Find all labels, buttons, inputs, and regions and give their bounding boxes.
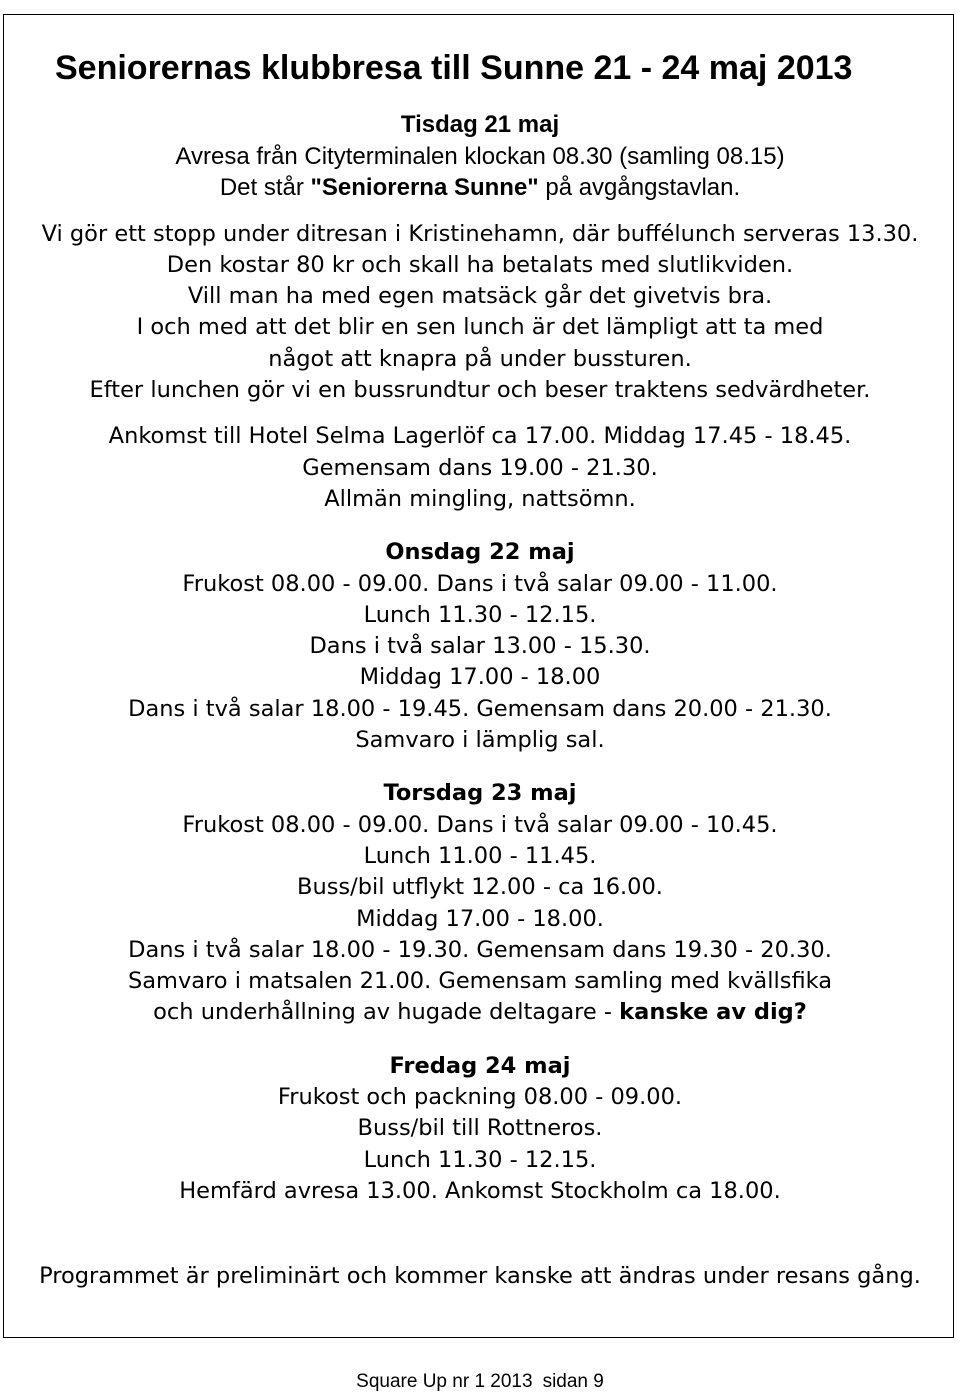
wednesday-line: Middag 17.00 - 18.00 bbox=[359, 664, 601, 691]
tuesday-line: Vi gör ett stopp under ditresan i Kristinehamn, där buffélunch serveras 13.30. bbox=[41, 220, 919, 247]
thursday-line: Frukost 08.00 - 09.00. Dans i två salar 09.00 - 10.45. bbox=[182, 811, 778, 838]
friday-line: Lunch 11.30 - 12.15. bbox=[363, 1146, 597, 1173]
program-content bbox=[10, 108, 950, 1207]
wednesday-line: Samvaro i lämplig sal. bbox=[355, 727, 605, 754]
tuesday-evening-line: Ankomst till Hotel Selma Lagerlöf ca 17.00. Middag 17.45 - 18.45. bbox=[108, 423, 852, 450]
board-prefix: Det står bbox=[219, 174, 311, 202]
friday-line: Frukost och packning 08.00 - 09.00. bbox=[277, 1084, 683, 1111]
wednesday-line: Dans i två salar 13.00 - 15.30. bbox=[309, 633, 651, 660]
board-suffix: på avgångstavlan. bbox=[538, 174, 741, 202]
wednesday-line: Frukost 08.00 - 09.00. Dans i två salar 09.00 - 11.00. bbox=[182, 570, 778, 597]
thursday-last-bold: kanske av dig? bbox=[619, 999, 807, 1026]
thursday-heading: Torsdag 23 maj bbox=[383, 780, 577, 807]
thursday-line: Samvaro i matsalen 21.00. Gemensam samling med kvällsfika bbox=[127, 968, 833, 995]
page-footer bbox=[0, 1370, 960, 1394]
friday-heading: Fredag 24 maj bbox=[389, 1052, 571, 1079]
friday-line: Buss/bil till Rottneros. bbox=[357, 1115, 603, 1142]
departure-line: Avresa från Cityterminalen klockan 08.30 (samling 08.15) bbox=[175, 143, 785, 170]
tuesday-line: Efter lunchen gör vi en bussrundtur och beser traktens sedvärdheter. bbox=[89, 377, 871, 404]
preliminary-note: Programmet är preliminärt och kommer kanske att ändras under resans gång. bbox=[39, 1263, 921, 1289]
thursday-line: Middag 17.00 - 18.00. bbox=[356, 905, 604, 932]
friday-line: Hemfärd avresa 13.00. Ankomst Stockholm ca 18.00. bbox=[179, 1177, 781, 1204]
thursday-line: Lunch 11.00 - 11.45. bbox=[363, 842, 597, 869]
thursday-last-prefix: och underhållning av hugade deltagare - bbox=[153, 999, 620, 1026]
wednesday-line: Lunch 11.30 - 12.15. bbox=[363, 601, 597, 628]
tuesday-line: något att knapra på under bussturen. bbox=[268, 345, 692, 372]
magazine-issue: Square Up nr 1 2013 bbox=[356, 1371, 533, 1392]
tuesday-line: Den kostar 80 kr och skall ha betalats med slutlikviden. bbox=[166, 251, 794, 278]
tuesday-evening-line: Allmän mingling, nattsömn. bbox=[324, 485, 636, 512]
thursday-last-line bbox=[10, 997, 950, 1028]
tuesday-line: Vill man ha med egen matsäck går det givetvis bra. bbox=[187, 283, 773, 310]
wednesday-line: Dans i två salar 18.00 - 19.45. Gemensam dans 20.00 - 21.30. bbox=[128, 695, 832, 722]
page-number: sidan 9 bbox=[542, 1371, 604, 1392]
board-line bbox=[10, 172, 950, 203]
page-title: Seniorernas klubbresa till Sunne 21 - 24 maj 2013 bbox=[55, 49, 853, 87]
tuesday-heading: Tisdag 21 maj bbox=[400, 111, 560, 138]
wednesday-heading: Onsdag 22 maj bbox=[385, 539, 575, 566]
board-bold: "Seniorerna Sunne" bbox=[310, 174, 539, 202]
thursday-line: Dans i två salar 18.00 - 19.30. Gemensam dans 19.30 - 20.30. bbox=[128, 936, 832, 963]
tuesday-line: I och med att det blir en sen lunch är det lämpligt att ta med bbox=[136, 314, 824, 341]
tuesday-evening-line: Gemensam dans 19.00 - 21.30. bbox=[302, 454, 658, 481]
thursday-line: Buss/bil utflykt 12.00 - ca 16.00. bbox=[297, 874, 663, 901]
